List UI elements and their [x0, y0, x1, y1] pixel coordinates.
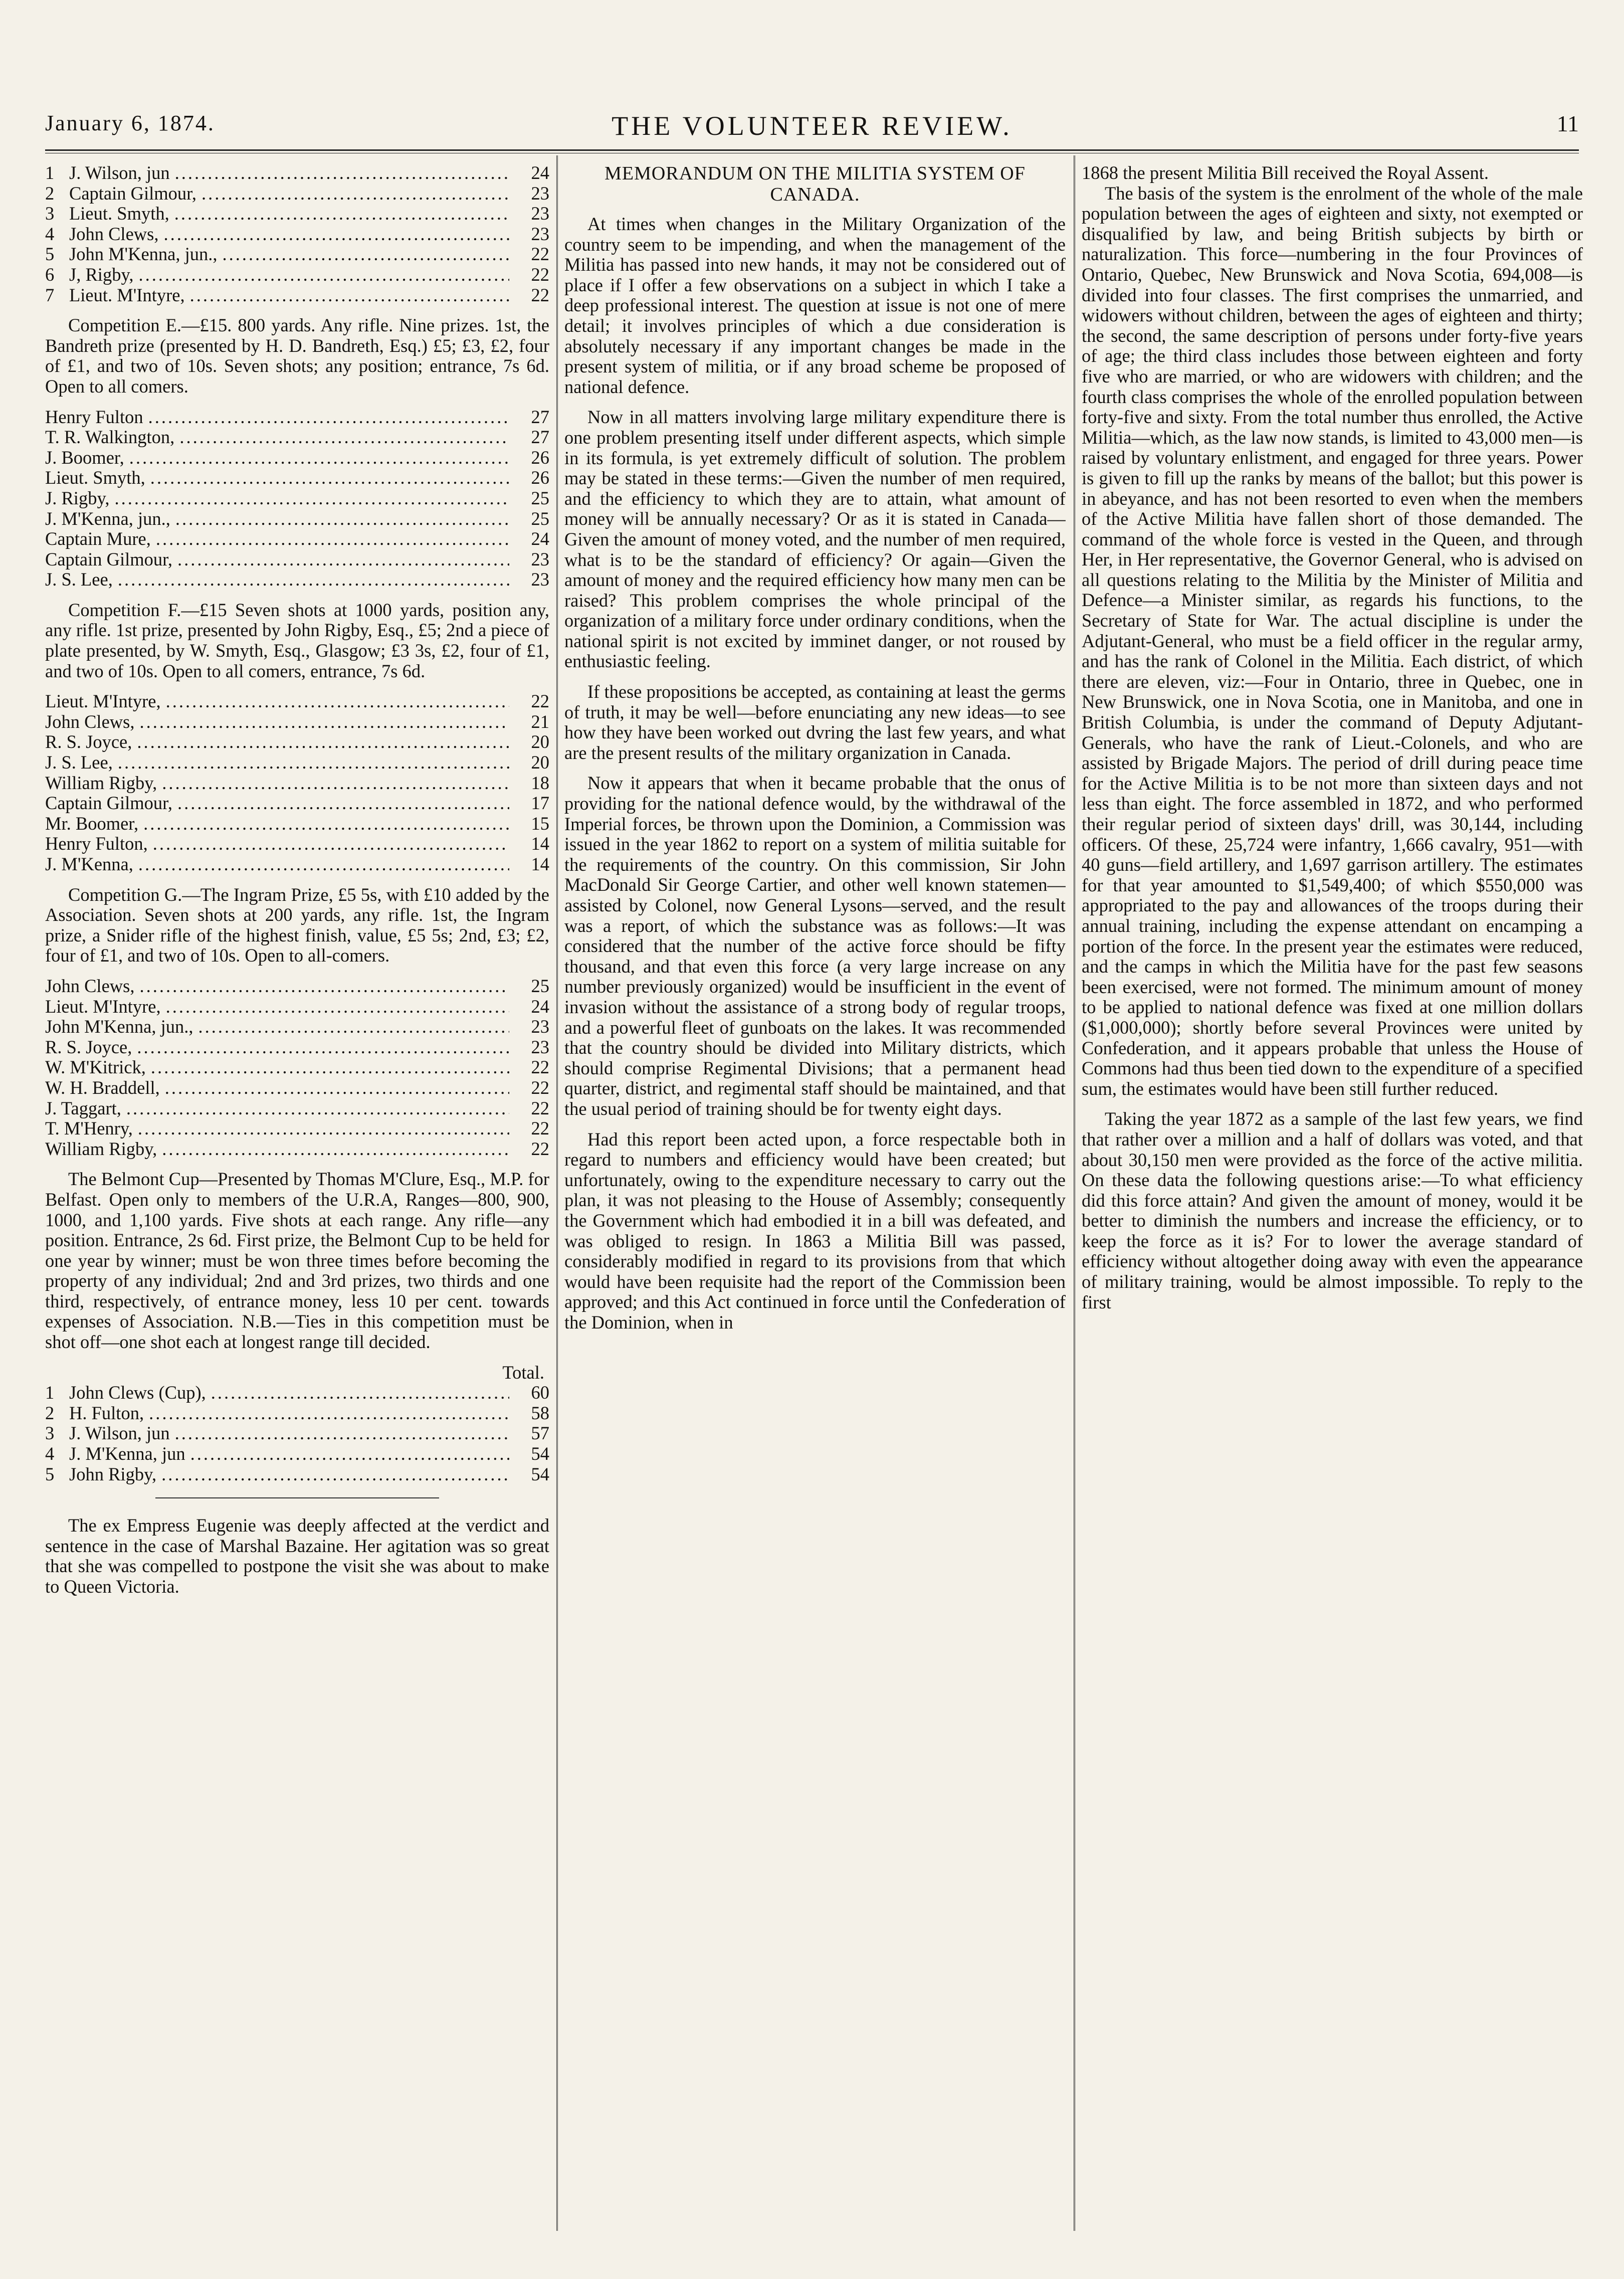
column-divider	[556, 155, 558, 2231]
table-row: 6 J, Rigby, ..... 22	[45, 265, 549, 285]
score-table-4	[45, 976, 549, 1159]
article-paragraph: The basis of the system is the enrolment of the whole of the male population between the ages of eighteen and sixty, not exempted or disqualified by law, and being British subjects by birth or naturalization. This force—numbering in the four Provinces of Ontario, Quebec, New Brunswick and Nova Scotia, 694,008—is divided into four classes. The first comprises the unmarried, and widowers without children, between the ages of eighteen and thirty; the second, the same description of persons under forty-five years of age; the third class includes those between eighteen and forty five who are married, or who are widowers with children; and the fourth class comprises the whole of the enrolled population between forty-five and sixty. From the total number thus enrolled, the Active Militia—which, as the law now stands, is limited to 43,000 men—is raised by voluntary enlistment, and engaged for three years. Power is given to fill up the ranks by means of the ballot; but this power is in abeyance, and has not been resorted to even when the members of the Active Militia have fallen short of those demanded. The command of the whole force is vested in the Queen, and through Her, in Her representative, the Governor General, who is advised on all questions relating to the Militia by the Minister of Militia and Defence—a Minister similar, as regards his functions, to the Secretary of State for War. The actual discipline is under the Adjutant-General, who must be a field officer in the regular army, and has the rank of Colonel in the Militia. Each district, of which there are eleven, viz:—Four in Ontario, three in Quebec, one in New Brunswick, one in Nova Scotia, one in Manitoba, and one in British Columbia, is under the command of Deputy Adjutant-Generals, who have the rank of Lieut.-Colonels, and who are assisted by Brigade Majors. The period of drill during peace time for the Active Militia is to be not more than sixteen days and not less than eight. The force assembled in 1872, and who performed their regular period of sixteen days' drill, was 30,144, including officers. Of these, 25,724 were infantry, 1,666 cavalry, 951—with 40 guns—field artillery, and 1,697 garrison artillery. The estimates for that year amounted to $1,549,400; of which $550,000 was appropriated to the pay and allowances of the troops during their annual training, including the expense attendant on encamping a portion of the force. In the present year the estimates were reduced, and the camps in which the Militia have for the past few seasons been exercised, were not formed. The minimum amount of money to be applied to national defence was fixed at one million dollars ($1,000,000); shortly before several Provinces were united by Confederation, and it appears probable that unless the House of Commons had thus been tied down to the expenditure of a specified sum, the estimates would have been still further reduced.	[1082, 182, 1583, 1099]
score-table-2	[45, 407, 549, 590]
table-row: R. S. Joyce, ..... 20	[45, 732, 549, 752]
score-table-5	[45, 1383, 549, 1484]
page-number: 11	[1556, 111, 1579, 136]
table-row: Lieut. M'Intyre, ..... 22	[45, 691, 549, 712]
competition-f-text: Competition F.—£15 Seven shots at 1000 yards, position any, any rifle. 1st prize, presented by John Rigby, Esq., £5; 2nd a piece of plate presented, by W. Smyth, Esq., Glasgow; £3 3s, £2, four of £1, and two of 10s. Open to all comers, entrance, 7s 6d.	[45, 599, 549, 681]
table-row: 1 J. Wilson, jun ..... 24	[45, 163, 549, 183]
article-paragraph: Now it appears that when it became probable that the onus of providing for the national defence would, by the withdrawal of the Imperial forces, be thrown upon the Dominion, a Commission was issued in the year 1862 to report on a system of militia suitable for the requirements of the country. On this commission, Sir John MacDonald Sir George Cartier, and other well known statemen—assisted by Colonel, now General Lysons—served, and the result was a report, of which the substance was as follows:—It was considered that the number of the active force should be fifty thousand, and that even this force (a very large increase on any number previously organized) would be insufficient in the event of invasion without the assistance of a strong body of regular troops, and a powerful fleet of gunboats on the lakes. It was recommended that the country should be divided into Military districts, which should comprise Regimental Divisions; that a permanent head quarter, district, and regimental staff should be maintained, and that the usual period of training should be for twenty eight days.	[564, 773, 1066, 1119]
table-row: J. M'Kenna, ..... 14	[45, 854, 549, 875]
table-row: W. H. Braddell, ..... 22	[45, 1078, 549, 1098]
table-row: Mr. Boomer, ..... 15	[45, 814, 549, 834]
masthead-title: THE VOLUNTEER REVIEW.	[612, 111, 1012, 141]
table-row: William Rigby, ..... 22	[45, 1139, 549, 1160]
table-row: 2 H. Fulton, ..... 58	[45, 1403, 549, 1424]
table-row: T. M'Henry, ..... 22	[45, 1118, 549, 1139]
table-row: 2 Captain Gilmour, ..... 23	[45, 183, 549, 204]
empress-news-item: The ex Empress Eugenie was deeply affected at the verdict and sentence in the case of Marshal Bazaine. Her agitation was so great that she was compelled to postpone the visit she was about to make to Queen Victoria.	[45, 1515, 549, 1597]
column-3	[1082, 163, 1583, 2228]
belmont-cup-text: The Belmont Cup—Presented by Thomas M'Clure, Esq., M.P. for Belfast. Open only to members of the U.R.A, Ranges—800, 900, 1000, and 1,100 yards. Five shots at each range. Any rifle—any position. Entrance, 2s 6d. First prize, the Belmont Cup to be held for one year by winner; must be won three times before becoming the property of any individual; 2nd and 3rd prizes, two thirds and one third, respectively, of entrance money, less 10 per cent. towards expenses of Association. N.B.—Ties in this competition must be shot off—one shot each at longest range till decided.	[45, 1169, 549, 1353]
section-divider	[155, 1497, 439, 1498]
table-row: Captain Mure, ..... 24	[45, 529, 549, 549]
issue-date: January 6, 1874.	[45, 111, 215, 135]
table-row: 5 John M'Kenna, jun., ..... 22	[45, 244, 549, 265]
table-row: 7 Lieut. M'Intyre, ..... 22	[45, 285, 549, 306]
table-row: 1 John Clews (Cup), ..... 60	[45, 1383, 549, 1403]
table-row: 4 John Clews, ..... 23	[45, 224, 549, 245]
table-row: Captain Gilmour, ..... 17	[45, 793, 549, 814]
article-title: MEMORANDUM ON THE MILITIA SYSTEM OF CANADA.	[604, 163, 1026, 205]
table-row: Lieut. Smyth, ..... 26	[45, 468, 549, 488]
score-table-3	[45, 691, 549, 874]
table-row: Captain Gilmour, ..... 23	[45, 549, 549, 570]
table-row: J. S. Lee, ..... 20	[45, 752, 549, 773]
table-row: William Rigby, ..... 18	[45, 773, 549, 794]
column-divider	[1074, 155, 1075, 2231]
table-row: John Clews, ..... 25	[45, 976, 549, 997]
table-row: W. M'Kitrick, ..... 22	[45, 1057, 549, 1078]
column-2	[564, 163, 1066, 2228]
article-paragraph: If these propositions be accepted, as containing at least the germs of truth, it may be well—before enunciating any new ideas—to see how they have been worked out dvring the last few years, and what are the present results of the military organization in Canada.	[564, 681, 1066, 763]
score-table-1	[45, 163, 549, 305]
article-paragraph: At times when changes in the Military Organization of the country seem to be impending, and when the management of the Militia has passed into new hands, it may not be considered out of place if I offer a few observations on a subject in which I take a deep professional interest. The question at issue is not one of mere detail; it involves principles of which a due consideration is absolutely necessary if any important changes be made in the present system of militia, or if any broad scheme be proposed of national defence.	[564, 214, 1066, 397]
table-row: 3 Lieut. Smyth, ..... 23	[45, 204, 549, 224]
table-row: Henry Fulton ..... 27	[45, 407, 549, 428]
page-header	[45, 110, 1579, 140]
table-row: 5 John Rigby, ..... 54	[45, 1464, 549, 1485]
table-row: Henry Fulton, ..... 14	[45, 834, 549, 854]
table-row: 3 J. Wilson, jun ..... 57	[45, 1423, 549, 1444]
column-1	[45, 163, 549, 2228]
competition-g-text: Competition G.—The Ingram Prize, £5 5s, with £10 added by the Association. Seven shots at 200 yards, any rifle. 1st, the Ingram prize, a Snider rifle of the highest finish, value, £5 5s; 2nd, £3; £2, four of £1, and two of 10s. Open to all-comers.	[45, 884, 549, 966]
article-paragraph: Taking the year 1872 as a sample of the last few years, we find that rather over a million and a half of dollars was voted, and that about 30,150 men were provided as the force of the active militia. On these data the following questions arise:—To what efficiency did this force attain? And given the amount of money, would it be better to diminish the numbers and increase the efficiency, or to keep the force as it is? For to lower the average standard of efficiency without altogether doing away with even the appearance of military training, would be almost impossible. To reply to the first	[1082, 1108, 1583, 1312]
table-row: John M'Kenna, jun., ..... 23	[45, 1017, 549, 1037]
total-column-header: Total.	[502, 1362, 544, 1383]
table-row: T. R. Walkington, ..... 27	[45, 427, 549, 448]
table-row: J. Boomer, ..... 26	[45, 448, 549, 468]
table-row: J. M'Kenna, jun., ..... 25	[45, 509, 549, 529]
table-row: J. Taggart, ..... 22	[45, 1098, 549, 1119]
table-row: J. Rigby, ..... 25	[45, 488, 549, 509]
table-row: 4 J. M'Kenna, jun ..... 54	[45, 1444, 549, 1464]
table-row: John Clews, ..... 21	[45, 712, 549, 732]
table-row: Lieut. M'Intyre, ..... 24	[45, 997, 549, 1017]
article-paragraph: Had this report been acted upon, a force respectable both in regard to numbers and efficiency would have been created; but unfortunately, owing to the expenditure necessary to carry out the plan, it was not pleasing to the House of Assembly; consequently the Government which had embodied it in a bill was defeated, and was obliged to resign. In 1863 a Militia Bill was passed, considerably modified in regard to its provisions from that which would have been requisite had the report of the Commission been approved; and this Act continued in force until the Confederation of the Dominion, when in	[564, 1128, 1066, 1333]
table-row: R. S. Joyce, ..... 23	[45, 1037, 549, 1058]
article-paragraph: Now in all matters involving large military expenditure there is one problem presenting itself under different aspects, which simple in its formula, is yet extremely difficult of solution. The problem may be stated in these terms:—Given the number of men required, and the efficiency to which they are to attain, what amount of money will be annually necessary? Or as it is stated in Canada—Given the amount of money voted, and the number of men required, what is to be the standard of efficiency? Or again—Given the amount of money and the required efficiency how many men can be raised? This problem comprises the whole principal of the organization of a military force under ordinary conditions, when the national spirit is not excited by imminet danger, or not roused by enthusiastic feeling.	[564, 407, 1066, 672]
header-rule	[45, 149, 1579, 151]
article-paragraph: 1868 the present Militia Bill received the Royal Assent.	[1082, 163, 1489, 183]
competition-e-text: Competition E.—£15. 800 yards. Any rifle. Nine prizes. 1st, the Bandreth prize (presented by H. D. Bandreth, Esq.) £5; £3, £2, four of £1, and two of 10s. Seven shots; any position; entrance, 7s 6d. Open to all comers.	[45, 315, 549, 397]
table-row: J. S. Lee, ..... 23	[45, 569, 549, 590]
